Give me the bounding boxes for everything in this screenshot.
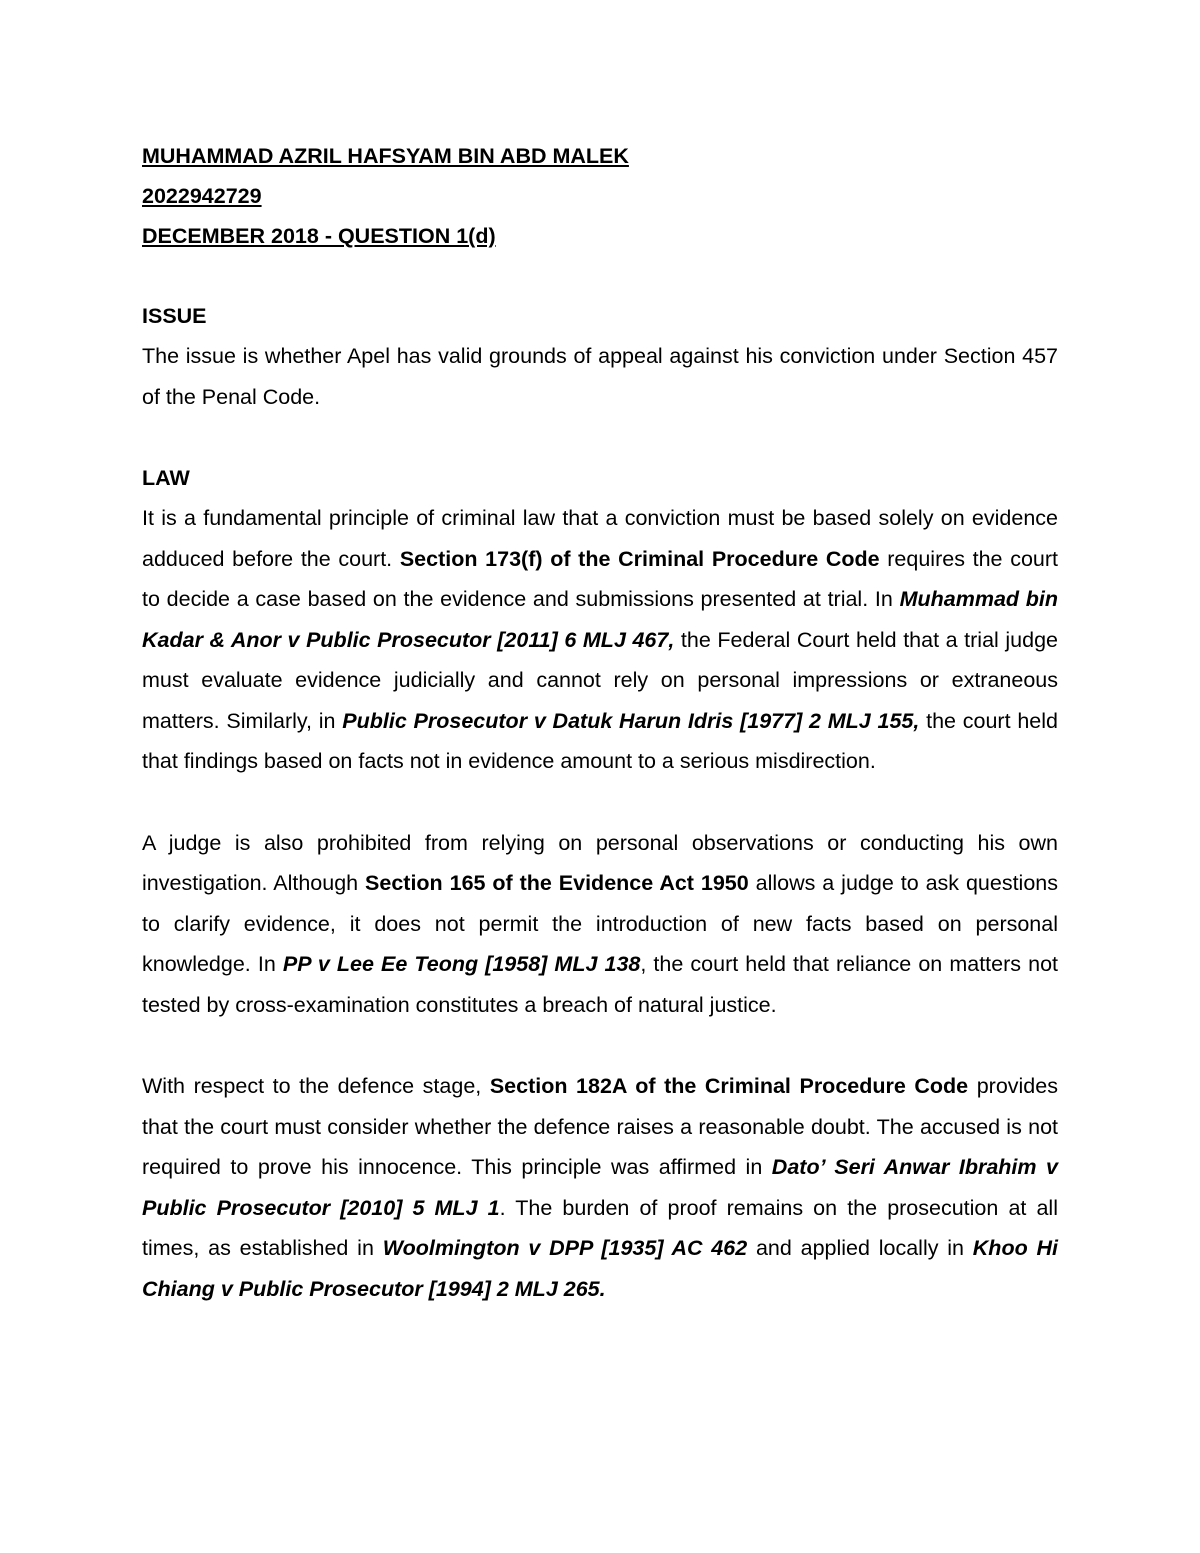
text-run: requires the court to decide a case based on the evidence and submissions presented at trial. In: [142, 546, 1058, 611]
spacer: [142, 256, 1058, 296]
case-citation: Woolmington v DPP [1935] AC 462: [382, 1236, 748, 1260]
text-run: A judge is also prohibited from relying on personal observations or conducting his own investigation. Although: [142, 830, 1058, 895]
case-citation: Dato’ Seri Anwar Ibrahim v Public Prosecutor [2010] 5 MLJ 1: [142, 1155, 1058, 1220]
student-id: 2022942729: [142, 184, 262, 208]
spacer: [142, 1025, 1058, 1066]
law-paragraph-1: [142, 498, 1058, 782]
spacer: [142, 417, 1058, 458]
statute-reference: Section 165 of the Evidence Act 1950: [365, 871, 749, 895]
case-citation: PP v Lee Ee Teong [1958] MLJ 138: [282, 952, 641, 976]
text-run: It is a fundamental principle of criminal law that a conviction must be based solely on evidence adduced before the court.: [142, 506, 1058, 571]
issue-heading: ISSUE: [142, 304, 207, 328]
text-run: allows a judge to ask questions to clarify evidence, it does not permit the introduction of new facts based on personal knowledge. In: [142, 871, 1058, 976]
law-paragraph-3: [142, 1066, 1058, 1309]
issue-paragraph: The issue is whether Apel has valid grounds of appeal against his conviction under Section 457 of the Penal Code.: [142, 344, 1058, 409]
law-paragraph-2: [142, 823, 1058, 1026]
question-title: DECEMBER 2018 - QUESTION 1(d): [142, 224, 496, 248]
statute-reference: Section 173(f) of the Criminal Procedure Code: [399, 546, 880, 571]
spacer: [142, 782, 1058, 823]
law-heading: LAW: [142, 466, 190, 490]
text-run: With respect to the defence stage,: [142, 1074, 490, 1098]
case-citation: Public Prosecutor v Datuk Harun Idris [1977] 2 MLJ 155,: [342, 708, 920, 733]
text-run: the court held that findings based on facts not in evidence amount to a serious misdirection.: [142, 708, 1058, 773]
document-page: [142, 136, 1058, 1309]
text-run: the Federal Court held that a trial judge must evaluate evidence judicially and cannot rely on personal impressions or extraneous matters. Similarly, in: [142, 627, 1058, 733]
text-run: . The burden of proof remains on the prosecution at all times, as established in: [142, 1195, 1058, 1260]
student-name: MUHAMMAD AZRIL HAFSYAM BIN ABD MALEK: [142, 144, 629, 168]
case-citation: Muhammad bin Kadar & Anor v Public Prosecutor [2011] 6 MLJ 467,: [142, 587, 1059, 652]
case-citation: Khoo Hi Chiang v Public Prosecutor [1994] 2 MLJ 265.: [142, 1236, 1058, 1301]
text-run: and applied locally in: [747, 1236, 973, 1260]
text-run: provides that the court must consider whether the defence raises a reasonable doubt. The accused is not required to prove his innocence. This principle was affirmed in: [142, 1074, 1058, 1179]
statute-reference: Section 182A of the Criminal Procedure Code: [489, 1074, 969, 1098]
text-run: , the court held that reliance on matters not tested by cross-examination constitutes a breach of natural justice.: [142, 952, 1058, 1017]
